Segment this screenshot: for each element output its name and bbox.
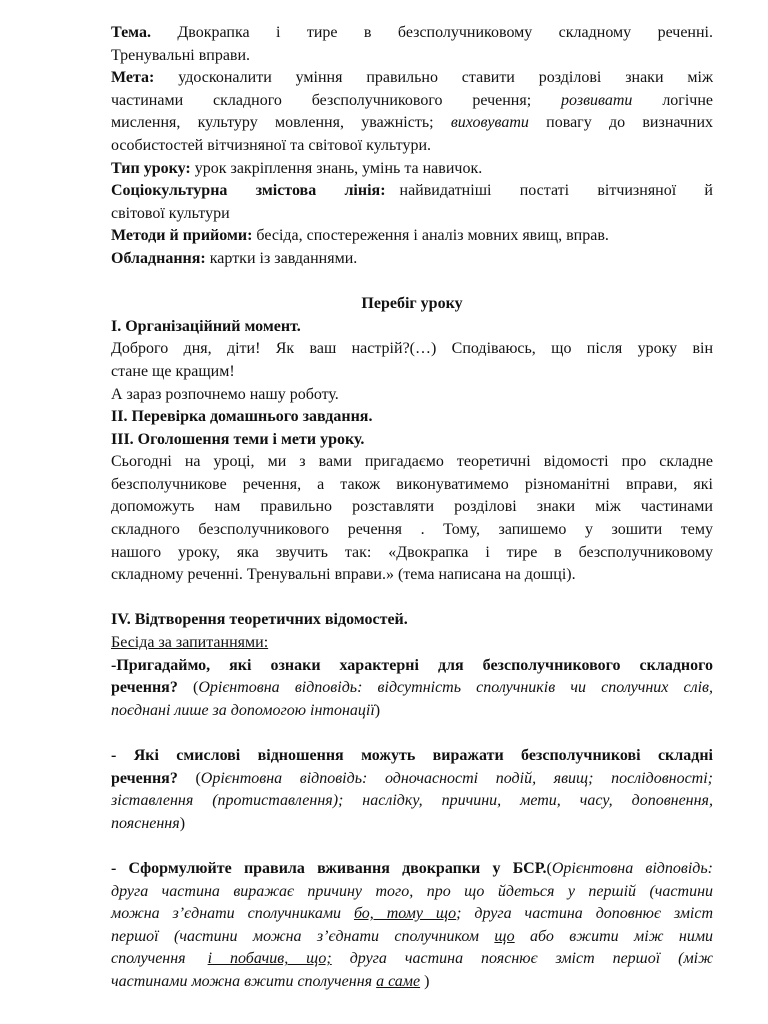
section-4-subheading: Бесіда за запитаннями:: [111, 634, 269, 652]
question-3-open-paren: (: [546, 859, 552, 877]
question-3-answer-5a: сполучення: [111, 950, 186, 968]
question-3-underline-4: а саме: [376, 972, 421, 990]
goal-text-2: частинами складного безсполучникового речення;: [111, 91, 532, 109]
socio-text: найвидатніші постаті вітчизняної й: [399, 182, 713, 200]
question-3-line-6: [111, 971, 713, 994]
section-3-para-line: нашого уроку, яка звучить так: «Двокрапка і тире в безсполучниковому: [111, 543, 713, 561]
methods-text: бесіда, спостереження і аналіз мовних явищ, вправ.: [256, 227, 609, 245]
document-page: [111, 22, 713, 994]
question-1-line-2: [111, 677, 713, 700]
question-3-line-1: [111, 858, 713, 881]
question-1-answer-2: поєднані лише за допомогою інтонації: [111, 701, 375, 719]
course-title: Перебіг уроку: [361, 295, 463, 313]
question-3-underline-3: і побачив, що;: [207, 950, 332, 968]
topic-line: [111, 22, 713, 45]
question-2-line-4: [111, 813, 713, 836]
section-1-line-2: стане ще кращим!: [111, 362, 235, 380]
topic-line-2: [111, 45, 713, 68]
section-3-para-line: безсполучникове речення, а також виконуватимемо різноманітні вправи, які: [111, 475, 713, 493]
question-3-answer-4a: першої (частини можна з’єднати сполучником: [111, 927, 480, 945]
section-2-heading: II. Перевірка домашнього завдання.: [111, 408, 373, 426]
question-3-answer-4b: або вжити між ними: [530, 927, 714, 945]
goal-italic-2: виховувати: [450, 114, 529, 132]
goal-line-1: [111, 67, 713, 90]
methods-line: [111, 225, 713, 248]
goal-line-3: [111, 112, 713, 135]
socio-line-2: [111, 203, 713, 226]
question-3-answer-6a: частинами можна вжити сполучення: [111, 972, 373, 990]
goal-label: Мета:: [111, 69, 155, 87]
question-1-line-1: -Пригадаймо, які ознаки характерні для безсполучникового складного: [111, 656, 713, 674]
section-1-line-3: А зараз розпочнемо нашу роботу.: [111, 385, 339, 403]
goal-text-3: логічне: [662, 91, 714, 109]
equipment-label: Обладнання:: [111, 249, 206, 267]
question-1-line-3: [111, 700, 713, 723]
goal-italic-1: розвивати: [561, 91, 633, 109]
question-2-open-paren: (: [195, 769, 201, 787]
question-2-bold-end: речення?: [111, 769, 178, 787]
socio-text-2: світової культури: [111, 204, 230, 222]
question-3-line-4: [111, 926, 713, 949]
section-4-heading: IV. Відтворення теоретичних відомостей.: [111, 611, 408, 629]
question-3-answer-3a: можна з’єднати сполучниками: [111, 905, 342, 923]
socio-line: [111, 180, 713, 203]
question-1-answer-1: Орієнтовна відповідь: відсутність сполучників чи сполучних слів,: [198, 679, 713, 697]
section-3-heading: III. Оголошення теми і мети уроку.: [111, 430, 365, 448]
goal-line-2: [111, 90, 713, 113]
question-3-answer-5b: друга частина пояснює зміст першої (між: [349, 950, 713, 968]
question-3-underline-1: бо, тому що: [353, 905, 457, 923]
question-1-bold-end: речення?: [111, 679, 178, 697]
question-3-line-2: друга частина виражає причину того, про що йдеться у першій (частини: [111, 882, 713, 900]
methods-label: Методи й прийоми:: [111, 227, 253, 245]
goal-text-5: повагу до визначних: [546, 114, 714, 132]
question-3-line-5: [111, 948, 713, 971]
lesson-type-text: урок закріплення знань, умінь та навичок.: [194, 159, 483, 177]
topic-text-2: Тренувальні вправи.: [111, 46, 251, 64]
equipment-text: картки із завданнями.: [209, 249, 358, 267]
section-1-line-1: Доброго дня, діти! Як ваш настрій?(…) Сподіваюсь, що після уроку він: [111, 340, 713, 358]
section-3-para-line: Сьогодні на уроці, ми з вами пригадаємо теоретичні відомості про складне: [111, 453, 713, 471]
question-3-bold: - Сформулюйте правила вживання двокрапки у БСР.: [111, 859, 547, 877]
goal-line-4: [111, 135, 713, 158]
socio-label: Соціокультурна змістова лінія:: [111, 182, 386, 200]
question-2-answer-3: пояснення: [111, 814, 180, 832]
section-3-para-line: складному реченні. Тренувальні вправи.» (тема написана на дошці).: [111, 566, 576, 584]
lesson-type-label: Тип уроку:: [111, 159, 191, 177]
question-3-line-3: [111, 903, 713, 926]
lesson-type-line: [111, 158, 713, 181]
question-3-underline-2: що: [494, 927, 515, 945]
question-3-close-paren: ): [424, 972, 430, 990]
section-1-heading: I. Організаційний момент.: [111, 317, 301, 335]
topic-text: Двокрапка і тире в безсполучниковому складному реченні.: [177, 24, 714, 41]
question-1-open-paren: (: [192, 679, 199, 697]
question-3-answer-1: Орієнтовна відповідь:: [551, 859, 713, 877]
question-1-close-paren: ): [374, 701, 381, 719]
question-2-line-2: [111, 768, 713, 791]
question-2-close-paren: ): [179, 814, 186, 832]
goal-text-1: удосконалити уміння правильно ставити розділові знаки між: [178, 69, 714, 87]
topic-label: Тема.: [111, 24, 151, 41]
question-2-line-3: зіставлення (протиставлення); наслідку, причини, мети, часу, доповнення,: [111, 792, 713, 810]
equipment-line: [111, 248, 713, 271]
section-3-para-line: допоможуть нам правильно розставляти розділові знаки між частинами: [111, 498, 713, 516]
question-2-line-1: - Які смислові відношення можуть виражати безсполучникові складні: [111, 747, 713, 764]
goal-text-4: мислення, культуру мовлення, уважність;: [111, 114, 434, 132]
section-3-para-line: складного безсполучникового речення . Тому, запишемо у зошити тему: [111, 521, 713, 539]
goal-text-6: особистостей вітчизняної та світової культури.: [111, 136, 432, 154]
question-2-answer-1: Орієнтовна відповідь: одночасності подій, явищ; послідовності;: [200, 769, 714, 787]
question-3-answer-3b: ; друга частина доповнює зміст: [456, 905, 714, 923]
